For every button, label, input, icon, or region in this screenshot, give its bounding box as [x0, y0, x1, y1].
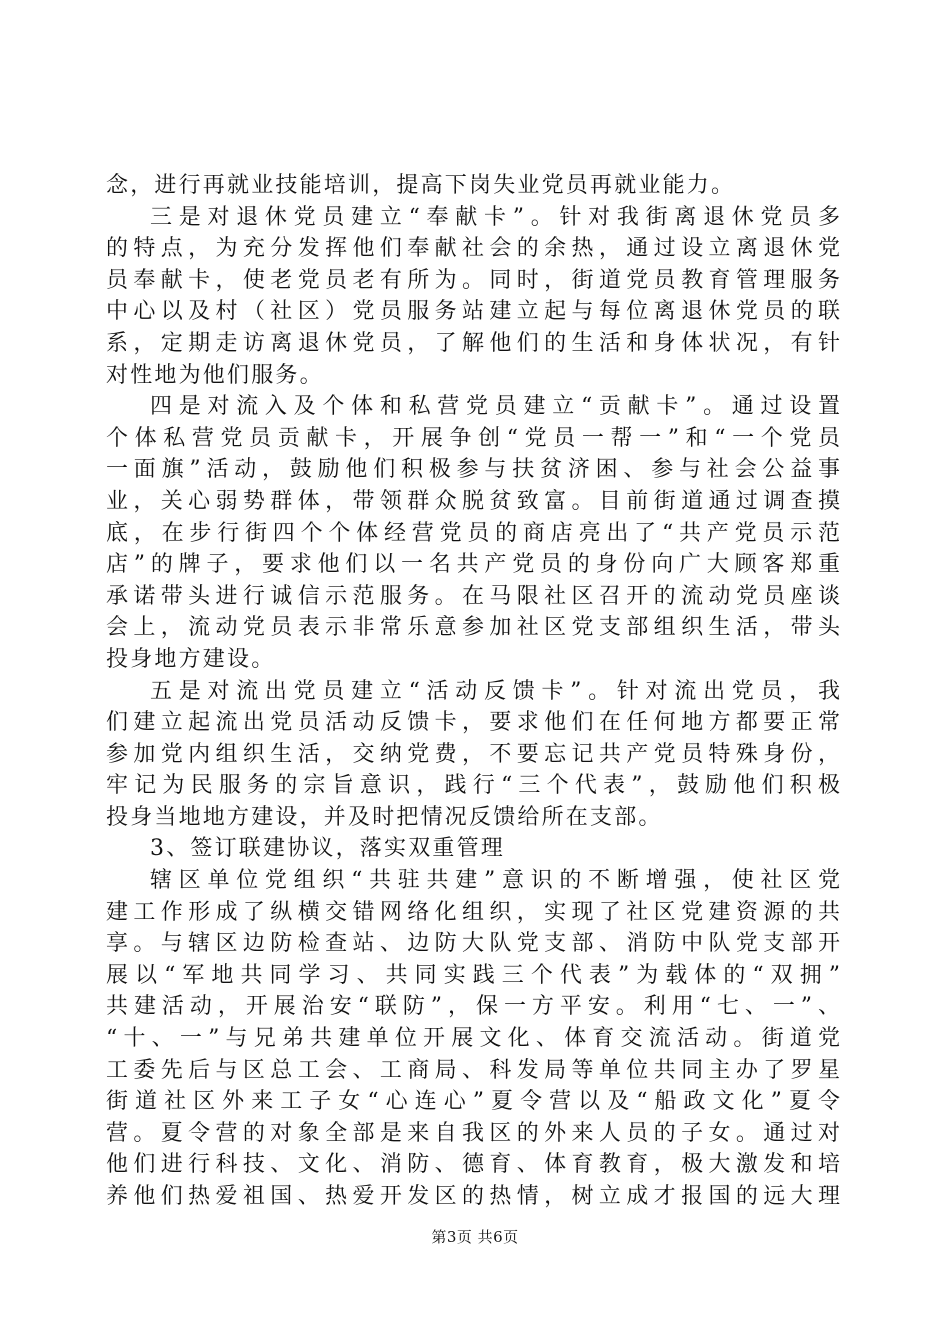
text-line: 辖区单位党组织“共驻共建”意识的不断增强，使社区党 [150, 868, 840, 894]
text-line: 工委先后与区总工会、工商局、科发局等单位共同主办了罗星 [106, 1057, 840, 1083]
text-line: 展以“军地共同学习、共同实践三个代表”为载体的“双拥” [106, 962, 840, 988]
text-line: 四是对流入及个体和私营党员建立“贡献卡”。通过设置 [150, 394, 840, 420]
text-line: 共建活动，开展治安“联防”，保一方平安。利用“七、一”、 [106, 994, 840, 1020]
text-line: 个体私营党员贡献卡，开展争创“党员一帮一”和“一个党员 [106, 425, 840, 451]
text-line: “十、一”与兄弟共建单位开展文化、体育交流活动。街道党 [106, 1026, 840, 1052]
page-footer: 第3页 共6页 [431, 1228, 519, 1246]
text-line: 3、签订联建协议，落实双重管理 [150, 836, 505, 862]
text-line: 投身地方建设。 [106, 646, 276, 672]
text-line: 对性地为他们服务。 [106, 362, 324, 388]
text-line: 会上，流动党员表示非常乐意参加社区党支部组织生活，带头 [106, 615, 840, 641]
text-line: 养他们热爱祖国、热爱开发区的热情，树立成才报国的远大理 [106, 1184, 840, 1209]
body-text [106, 170, 840, 1213]
text-line: 参加党内组织生活，交纳党费，不要忘记共产党员特殊身份， [106, 741, 840, 767]
text-line: 他们进行科技、文化、消防、德育、体育教育，极大激发和培 [106, 1152, 840, 1178]
text-line: 的特点，为充分发挥他们奉献社会的余热，通过设立离退休党 [106, 236, 840, 262]
text-line: 牢记为民服务的宗旨意识，践行“三个代表”，鼓励他们积极 [106, 773, 840, 799]
text-line: 念，进行再就业技能培训，提高下岗失业党员再就业能力。 [106, 173, 736, 198]
text-line: 街道社区外来工子女“心连心”夏令营以及“船政文化”夏令 [106, 1089, 840, 1115]
text-line: 中心以及村（社区）党员服务站建立起与每位离退休党员的联 [106, 299, 840, 325]
text-line: 三是对退休党员建立“奉献卡”。针对我街离退休党员多 [150, 204, 840, 230]
text-line: 系，定期走访离退休党员，了解他们的生活和身体状况，有针 [106, 330, 840, 356]
text-line: 店”的牌子，要求他们以一名共产党员的身份向广大顾客郑重 [106, 552, 840, 578]
text-line: 营。夏令营的对象全部是来自我区的外来人员的子女。通过对 [106, 1120, 840, 1146]
text-line: 员奉献卡，使老党员老有所为。同时，街道党员教育管理服务 [106, 267, 840, 293]
text-line: 一面旗”活动，鼓励他们积极参与扶贫济困、参与社会公益事 [106, 457, 840, 483]
text-line: 业，关心弱势群体，带领群众脱贫致富。目前街道通过调查摸 [106, 488, 840, 514]
text-line: 底，在步行街四个个体经营党员的商店亮出了“共产党员示范 [106, 520, 840, 546]
text-line: 五是对流出党员建立“活动反馈卡”。针对流出党员，我 [150, 678, 840, 704]
text-line: 享。与辖区边防检查站、边防大队党支部、消防中队党支部开 [106, 931, 840, 957]
text-line: 承诺带头进行诚信示范服务。在马限社区召开的流动党员座谈 [106, 583, 840, 609]
text-line: 投身当地地方建设，并及时把情况反馈给所在支部。 [106, 804, 663, 830]
text-line: 们建立起流出党员活动反馈卡，要求他们在任何地方都要正常 [106, 710, 840, 736]
text-line: 建工作形成了纵横交错网络化组织，实现了社区党建资源的共 [106, 899, 840, 925]
